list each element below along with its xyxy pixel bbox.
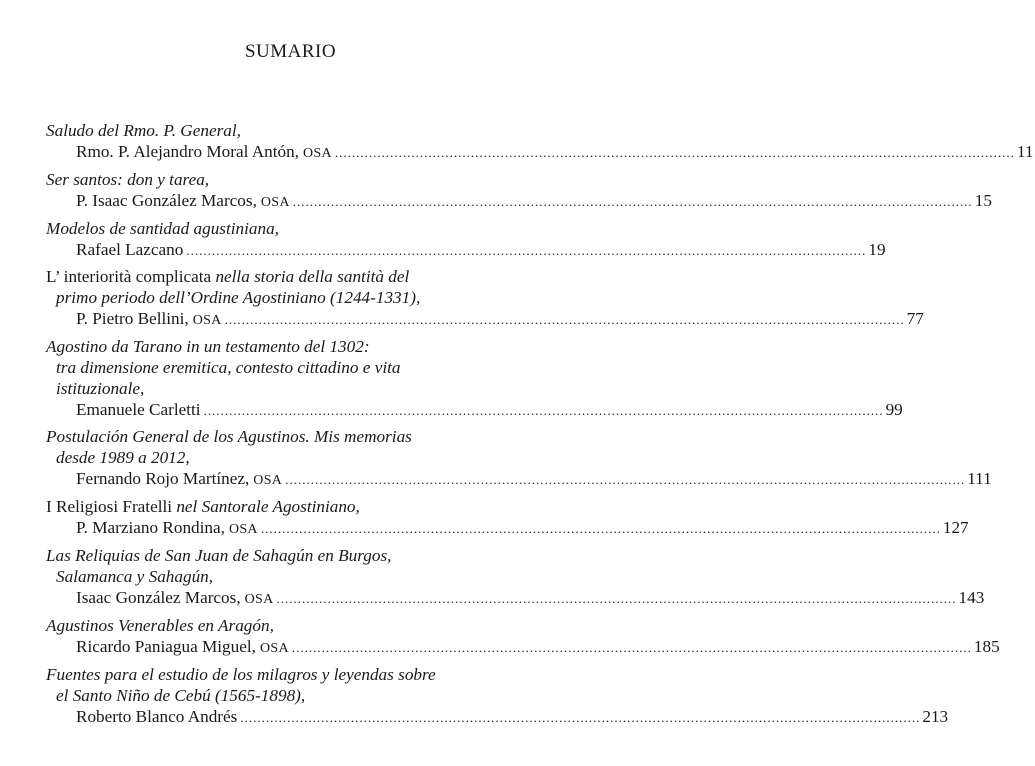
- entry-title-segment: desde 1989 a 2012,: [56, 448, 190, 467]
- entry-page-number: 143: [958, 588, 985, 607]
- entry-page-number: 127: [942, 518, 969, 537]
- toc-entry: [46, 545, 985, 610]
- entry-title-segment: Agustinos Venerables en Aragón,: [46, 616, 274, 635]
- entry-title-line: [46, 336, 526, 357]
- entry-title-line: [46, 685, 526, 706]
- dot-leader: ................................................................................................................................................................: [285, 472, 966, 487]
- entry-title-segment: Salamanca y Sahagún,: [56, 567, 214, 586]
- entry-author-line: [46, 587, 985, 610]
- entry-author-line: [46, 190, 992, 213]
- entry-page-number: 213: [922, 707, 949, 726]
- entry-title-line: [46, 664, 526, 685]
- entry-page-number: 77: [906, 309, 924, 328]
- entry-page-number: 99: [885, 400, 903, 419]
- toc-entry: [46, 169, 992, 213]
- entry-page-number: 11: [1016, 142, 1034, 161]
- entry-title-segment: I Religiosi Fratelli: [46, 497, 177, 516]
- entry-order-abbrev: OSA: [259, 641, 289, 656]
- entry-title-segment: Fuentes para el estudio de los milagros y leyendas sobre: [46, 665, 436, 684]
- entry-title-segment: Agostino da Tarano in un testamento del 1302:: [46, 337, 370, 356]
- entry-title-line: [46, 287, 526, 308]
- entry-title-line: [46, 218, 526, 239]
- entry-author: Ricardo Paniagua Miguel,: [76, 637, 256, 656]
- entry-author: Rafael Lazcano: [76, 240, 184, 259]
- toc-entry: [46, 496, 969, 540]
- table-of-contents: [46, 120, 1034, 733]
- entry-author-line: [46, 517, 969, 540]
- dot-leader: ................................................................................................................................................................: [240, 710, 921, 725]
- entry-title-line: [46, 496, 526, 517]
- dot-leader: ................................................................................................................................................................: [224, 312, 905, 327]
- entry-order-abbrev: OSA: [228, 522, 258, 537]
- entry-page-number: 19: [868, 240, 886, 259]
- entry-author: Rmo. P. Alejandro Moral Antón,: [76, 142, 299, 161]
- entry-author-line: [46, 239, 886, 261]
- entry-title-segment: primo periodo dell’Ordine Agostiniano (1244-1331),: [56, 288, 421, 307]
- entry-title-line: [46, 447, 526, 468]
- entry-title-line: [46, 566, 526, 587]
- entry-title-line: [46, 378, 526, 399]
- page-title: SUMARIO: [244, 41, 337, 62]
- entry-title-segment: Las Reliquias de San Juan de Sahagún en Burgos,: [46, 546, 392, 565]
- entry-author: P. Marziano Rondina,: [76, 518, 225, 537]
- entry-title-line: [46, 357, 526, 378]
- dot-leader: ................................................................................................................................................................: [276, 591, 957, 606]
- entry-title-segment: el Santo Niño de Cebú (1565-1898),: [56, 686, 306, 705]
- entry-title-line: [46, 169, 526, 190]
- toc-entry: [46, 120, 1034, 164]
- entry-title-segment: istituzionale,: [56, 379, 145, 398]
- entry-author: Roberto Blanco Andrés: [76, 707, 238, 726]
- dot-leader: ................................................................................................................................................................: [334, 145, 1015, 160]
- entry-title-segment: tra dimensione eremitica, contesto cittadino e vita: [56, 358, 401, 377]
- entry-title-segment: Modelos de santidad agustiniana,: [46, 219, 279, 238]
- entry-author-line: [46, 636, 1000, 659]
- entry-order-abbrev: OSA: [253, 473, 283, 488]
- entry-author: Emanuele Carletti: [76, 400, 201, 419]
- entry-order-abbrev: OSA: [244, 592, 274, 607]
- entry-author: Isaac González Marcos,: [76, 588, 241, 607]
- dot-leader: ................................................................................................................................................................: [260, 521, 941, 536]
- entry-title-segment: Postulación General de los Agustinos. Mis memorias: [46, 427, 412, 446]
- entry-author-line: [46, 308, 924, 331]
- toc-entry: [46, 266, 924, 331]
- entry-author-line: [46, 706, 949, 728]
- entry-author: Fernando Rojo Martínez,: [76, 469, 250, 488]
- entry-title-line: [46, 266, 526, 287]
- entry-order-abbrev: OSA: [302, 146, 332, 161]
- dot-leader: ................................................................................................................................................................: [203, 403, 884, 418]
- toc-entry: [46, 615, 1000, 659]
- entry-page-number: 111: [967, 469, 992, 488]
- entry-title-segment: Saludo del Rmo. P. General,: [46, 121, 241, 140]
- entry-page-number: 185: [973, 637, 1000, 656]
- entry-title-line: [46, 426, 526, 447]
- toc-entry: [46, 426, 992, 491]
- entry-page-number: 15: [974, 191, 992, 210]
- entry-author-line: [46, 468, 992, 491]
- entry-order-abbrev: OSA: [192, 313, 222, 328]
- entry-author-line: [46, 141, 1034, 164]
- entry-title-line: [46, 545, 526, 566]
- entry-author: P. Isaac González Marcos,: [76, 191, 257, 210]
- entry-author-line: [46, 399, 903, 421]
- toc-entry: [46, 664, 949, 728]
- dot-leader: ................................................................................................................................................................: [292, 194, 973, 209]
- toc-entry: [46, 336, 903, 421]
- entry-order-abbrev: OSA: [260, 195, 290, 210]
- entry-title-line: [46, 120, 526, 141]
- entry-title-segment: Ser santos: don y tarea,: [46, 170, 210, 189]
- dot-leader: ................................................................................................................................................................: [291, 640, 972, 655]
- entry-title-line: [46, 615, 526, 636]
- entry-title-segment: nella storia della santità del: [215, 267, 410, 286]
- dot-leader: ................................................................................................................................................................: [186, 243, 867, 258]
- entry-title-segment: nel Santorale Agostiniano,: [176, 497, 360, 516]
- toc-entry: [46, 218, 886, 261]
- entry-author: P. Pietro Bellini,: [76, 309, 189, 328]
- entry-title-segment: L’ interiorità complicata: [46, 267, 216, 286]
